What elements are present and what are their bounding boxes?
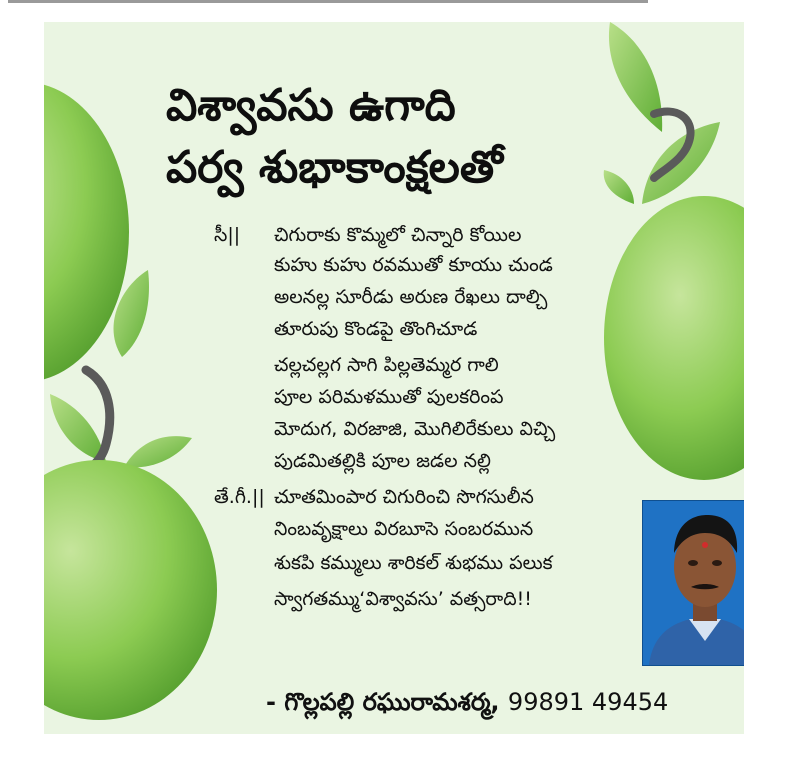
leaf-left-2 [50, 394, 106, 462]
top-divider [8, 0, 648, 3]
verse-line: చల్లచల్లగ సాగి పిల్లతెమ్మర గాలి [274, 354, 499, 376]
leaf-right-2 [642, 122, 720, 204]
verse-line: మోదుగ, విరజాజి, మొగిలిరేకులు విచ్చి [274, 418, 556, 440]
mango-left-bottom [44, 460, 217, 720]
verse-line: చూతమింపార చిగురించి సొగసులీన [274, 486, 534, 508]
verse-line: కుహు కుహు రవముతో కూయు చుండ [274, 254, 553, 276]
author-phone: 99891 49454 [507, 688, 669, 716]
author-name: - గొల్లపల్లి రఘురామశర్మ, [266, 688, 500, 716]
leaf-right-3 [604, 170, 634, 204]
author-signature [266, 685, 668, 719]
mango-right [604, 196, 744, 480]
stem-left [86, 370, 110, 474]
verse-line: పుడమితల్లికి పూల జడల నల్లి [274, 450, 491, 472]
stanza-1-marker: సీ|| [214, 224, 241, 246]
leaf-left-3 [124, 436, 192, 467]
verse-line: శుకపి కమ్ములు శారికల్ శుభము పలుక [274, 552, 553, 574]
greeting-card [44, 22, 744, 734]
author-photo [642, 500, 744, 666]
verse-line: స్వాగతమ్ము‘విశ్వావసు’ వత్సరాది!! [274, 588, 532, 610]
portrait-illustration [643, 501, 744, 665]
verse-line: అలనల్ల సూరీడు అరుణ రేఖలు దాల్చి [274, 286, 548, 308]
verse-line: తూరుపు కొండపై తొంగిచూడ [274, 318, 478, 340]
headline-line-1: విశ్వావసు ఉగాది [166, 80, 456, 131]
verse-line: పూల పరిమళముతో పులకరింప [274, 386, 504, 408]
verse-line: నింబవృక్షాలు విరబూసె సంబరమున [274, 518, 534, 540]
headline-line-2: పర్వ శుభాకాంక్షలతో [166, 142, 503, 193]
stanza-2-marker: తే.గీ.|| [214, 486, 265, 508]
verse-line: చిగురాకు కొమ్మలో చిన్నారి కోయిల [274, 224, 522, 246]
